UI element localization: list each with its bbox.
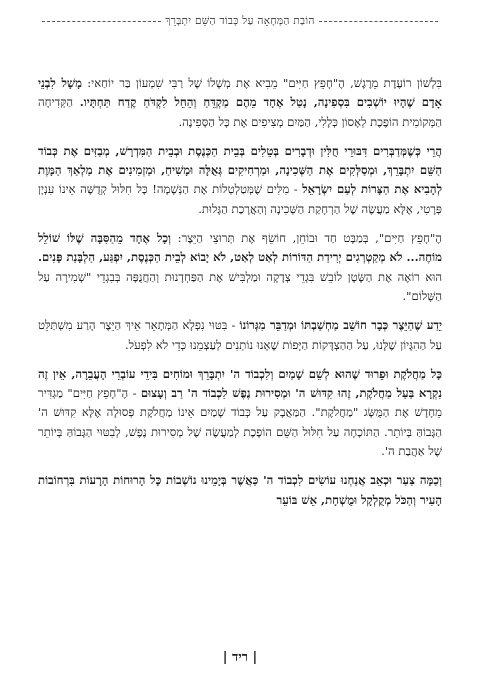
text-segment: הֶ"חָפֵץ חַיִּים", בְּמַבָּט חַד וּבוֹחֵן, חוֹשֵׂף אֶת תְּרוּצֵי הַיֵּצֶר: [171, 231, 442, 246]
text-segment: - מִלִּים שֶׁמְּטַלְטְלוֹת אֶת הַנְּשָׁמָה! כָּל חִלּוּל קְדֻשָּׁה אֵינוֹ עִנְיָן פְּרָטִי, אֶלָּא מַעֲשֶׂה שֶׁל הַרְחָקַת הַשְּׁכִינָה וְהַאֲרָכַת הַגָּלוּת. [38, 182, 442, 216]
paragraph [38, 74, 442, 132]
header-rule-left [42, 21, 161, 22]
paragraph [38, 471, 442, 510]
text-segment: בִּלְשׁוֹן רוֹעֶדֶת מֵרֶגֶשׁ, הֶ"חָפֵץ חַיִּים" מֵבִיא אֶת מְשָׁלוֹ שֶׁל רַבִּי שִׁמְעוֹן בַּר יוֹחַאי: [81, 76, 442, 90]
paragraph [38, 229, 442, 306]
paragraph [38, 316, 442, 355]
bold-text-segment: יֵדַע שֶׁהַיֵּצֶר כְּבָר חוֹשֵׁב מַחְשַׁבְתּוֹ וּמְדַבֵּר מִגְּרוֹנוֹ [239, 318, 442, 333]
paragraph [38, 142, 442, 219]
main-text [38, 74, 442, 520]
bold-text-segment: הֲרֵי כְּשֶׁמְּדַבְּרִים דִּבּוּרֵי חֻלִּין וּדְבָרִים בְּטֵלִים בְּבֵית הַכְּנֶסֶת וּבְבֵית הַמִּדְרָשׁ, מְבַזִּים אֶת כְּבוֹד הַשֵּׁם יִתְבָּרֵךְ, וּמְסַלְּקִים אֶת הַשְּׁכִינָה, וּמַרְחִיקִים גְּאֻלָּה וּמָשִׁיחַ, וּמַזְמִינִים אֶת מַלְאַךְ הַמָּוֶת לְהָבִיא אֶת הַצָּרוֹת לְעַם יִשְׂרָאֵל [38, 143, 442, 197]
text-segment: הוּא רוֹאֶה אֶת הַשָּׂטָן לוֹבֵשׁ בִּגְדֵי צְדָקָה וּמַלְבִּישׁ אֶת הַפַּחְדָנוּת וְהַחֲנֻפָּה בְּבִגְדֵי "שְׁמִירָה עַל הַשָּׁלוֹם". [38, 269, 442, 303]
text-segment: - בִּטּוּי נִפְלָא הַמְּתָאֵר אֵיךְ הַיֵּצֶר הָרַע מִשְׁתַּלֵּט עַל הַהִגָּיוֹן שֶׁלָּנוּ, עַל הַהַצְדָּקוֹת הַיָּפוֹת שֶׁאָנוּ נוֹתְנִים לְעַצְמֵנוּ כְּדֵי לֹא לִפְעֹל. [38, 318, 442, 352]
bold-text-segment: מָשָׁל לִבְנֵי אָדָם שֶׁהָיוּ יוֹשְׁבִים בִּסְפִינָה, נָטַל אֶחָד מֵהֶם מַקְדֵּחַ וְהֵחֵל לִקְדֹּחַ קֶדַח תַּחְתָּיו. [38, 76, 442, 110]
text-segment: הַקְּדִיחָה הַמְּקוֹמִית הוֹפֶכֶת לְאָסוֹן כְּלָלִי, הַמַּיִם מְצִיפִים אֶת כָּל הַסְּפִינָה. [38, 95, 442, 129]
running-header [38, 15, 442, 27]
bold-text-segment: וְכָל אֶחָד מֵהַסִּבָּה שֶׁלּוֹ שׁוֹלֵל מוֹחֶה... לֹא מְקַטְרְגִים יְרִידַת הַדּוֹרוֹת לְאַט לְאַט, לֹא יָבוֹא לְבֵית הַכְּנֶסֶת, יִפְגַּע, הַלְבָּנַת פָּנִים. [38, 231, 442, 265]
bold-text-segment: כָּל מַחֲלֹקֶת וּפֵרוּד שֶׁהוּא לְשֵׁם שָׁמַיִם וְלִכְבוֹד ה' יִתְבָּרֵךְ וּמוֹחִים בִּידֵי עוֹבְרֵי הָעֲבֵרָה, אֵין זֶה נִקְרָא בַּעַל מַחֲלֹקֶת, זֶהוּ קִדּוּשׁ ה' וּמְסִירוּת נֶפֶשׁ לִכְבוֹד ה' רַב וְעָצוּם [38, 366, 443, 401]
header-rule-right [319, 21, 438, 22]
page-number: | ריד | [222, 650, 258, 665]
paragraph [38, 365, 442, 461]
running-header-title: הוֹבַת הַמְּחָאָה עַל כְּבוֹד הַשֵּׁם יִתְבָּרֵךְ [165, 15, 315, 27]
text-segment: - הֶ"חָפֵץ חַיִּים" מַגְדִּיר מֵחָדָשׁ אֶת הַמֻּשָּׂג "מַחֲלֹקֶת". הַמַּאֲבָק עַל כְּבוֹד שָׁמַיִם אֵינוֹ מַחֲלֹקֶת פְּסוּלָה אֶלָּא קִדּוּשׁ ה' הַגָּבוֹהַּ בְּיוֹתֵר. הַתּוֹכָחָה עַל חִלּוּל הַשֵּׁם הוֹפֶכֶת לְמַעֲשֶׂה שֶׁל מְסִירוּת נֶפֶשׁ, לְבִטּוּי הַגָּבוֹהַּ בְּיוֹתֵר שֶׁל אַהֲבַת ה'. [38, 386, 442, 459]
bold-text-segment: וְכַמָּה צַעַר וּכְאֵב אֲנַחְנוּ עוֹשִׂים לִכְבוֹד ה' כַּאֲשֶׁר בְּיָמֵינוּ נוֹשְׁבוֹת כָּל הָרוּחוֹת הָרָעוֹת בִּרְחוֹבוֹת הָעִיר וְהַכֹּל מְקֻלְקָל וּמֻשְׁחָת, אֵשׁ בּוֹעֵר [38, 473, 442, 507]
